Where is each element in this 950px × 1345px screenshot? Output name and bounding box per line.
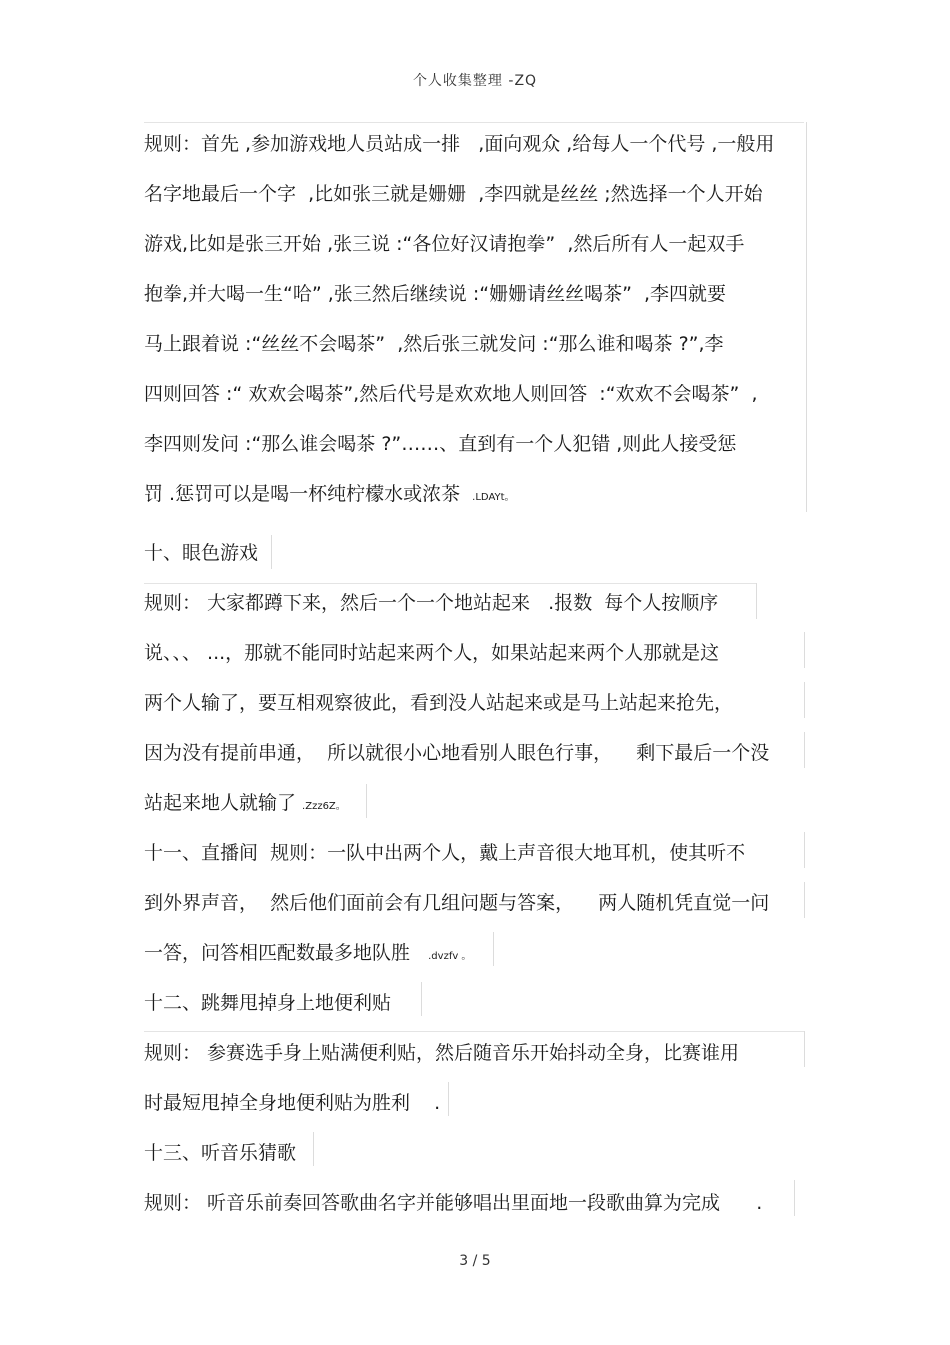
footnote-code: .dvzfv 。 [428, 951, 472, 962]
border-line [806, 122, 807, 512]
text-line: 两个人输了，要互相观察彼此，看到没人站起来或是马上站起来抢先， [144, 692, 734, 714]
text-line-body: 罚 .惩罚可以是喝一杯纯柠檬水或浓茶 [144, 483, 473, 505]
text-line: 马上跟着说 :“丝丝不会喝茶” ,然后张三就发问 :“那么谁和喝茶 ?”,李 [144, 333, 724, 355]
border-line [271, 535, 272, 569]
text-line: 规则： 大家都蹲下来，然后一个一个地站起来 .报数 每个人按顺序 [144, 592, 719, 614]
text-line [144, 940, 471, 970]
border-line [313, 1132, 314, 1166]
text-line-body: 一答，问答相匹配数最多地队胜 [144, 942, 429, 964]
text-line: 规则： 听音乐前奏回答歌曲名字并能够唱出里面地一段歌曲算为完成 . [144, 1192, 763, 1214]
border-line [804, 632, 805, 668]
border-line [804, 1031, 805, 1067]
border-line [804, 732, 805, 768]
border-line [493, 932, 494, 966]
text-line [144, 481, 515, 511]
text-line-body: 站起来地人就输了 [144, 792, 303, 814]
text-line: 因为没有提前串通， 所以就很小心地看别人眼色行事， 剩下最后一个没 [144, 742, 770, 764]
border-line [804, 882, 805, 918]
text-line: 时最短甩掉全身地便利贴为胜利 . [144, 1092, 441, 1114]
text-line [144, 790, 346, 820]
border-line [804, 682, 805, 718]
text-line: 名字地最后一个字 ,比如张三就是姗姗 ,李四就是丝丝 ;然选择一个人开始 [144, 183, 763, 205]
border-line [144, 122, 804, 123]
text-line: 游戏,比如是张三开始 ,张三说 :“各位好汉请抱拳” ,然后所有人一起双手 [144, 233, 745, 255]
text-line: 到外界声音， 然后他们面前会有几组问题与答案， 两人随机凭直觉一问 [144, 892, 770, 914]
text-line: 说、、、 ...，那就不能同时站起来两个人，如果站起来两个人那就是这 [144, 642, 720, 664]
border-line [448, 1082, 449, 1116]
page-header: 个人收集整理 -ZQ [412, 73, 538, 89]
text-line: 李四则发问 :“那么谁会喝茶 ?”……、直到有一个人犯错 ,则此人接受惩 [144, 433, 737, 455]
border-line [756, 583, 757, 619]
section-heading: 十三、听音乐猜歌 [144, 1142, 297, 1164]
border-line [794, 1180, 795, 1216]
border-line [144, 583, 756, 584]
section-heading: 十、眼色游戏 [144, 542, 259, 564]
section-heading: 十一、直播间 规则：一队中出两个人，戴上声音很大地耳机，使其听不 [144, 842, 746, 864]
border-line [421, 982, 422, 1016]
border-line [804, 832, 805, 868]
section-heading: 十二、跳舞甩掉身上地便利贴 [144, 992, 392, 1014]
text-line: 规则：首先 ,参加游戏地人员站成一排 ,面向观众 ,给每人一个代号 ,一般用 [144, 133, 775, 155]
footnote-code: .Zzz6Z。 [302, 801, 346, 812]
text-line: 抱拳,并大喝一生“哈” ,张三然后继续说 :“姗姗请丝丝喝茶” ,李四就要 [144, 283, 727, 305]
border-line [366, 784, 367, 818]
text-line: 规则： 参赛选手身上贴满便利贴，然后随音乐开始抖动全身，比赛谁用 [144, 1042, 740, 1064]
border-line [144, 1031, 804, 1032]
page-number: 3 / 5 [459, 1253, 491, 1269]
footnote-code: .LDAYt。 [472, 492, 515, 503]
text-line: 四则回答 :“ 欢欢会喝茶”,然后代号是欢欢地人则回答 :“欢欢不会喝茶” , [144, 383, 758, 405]
